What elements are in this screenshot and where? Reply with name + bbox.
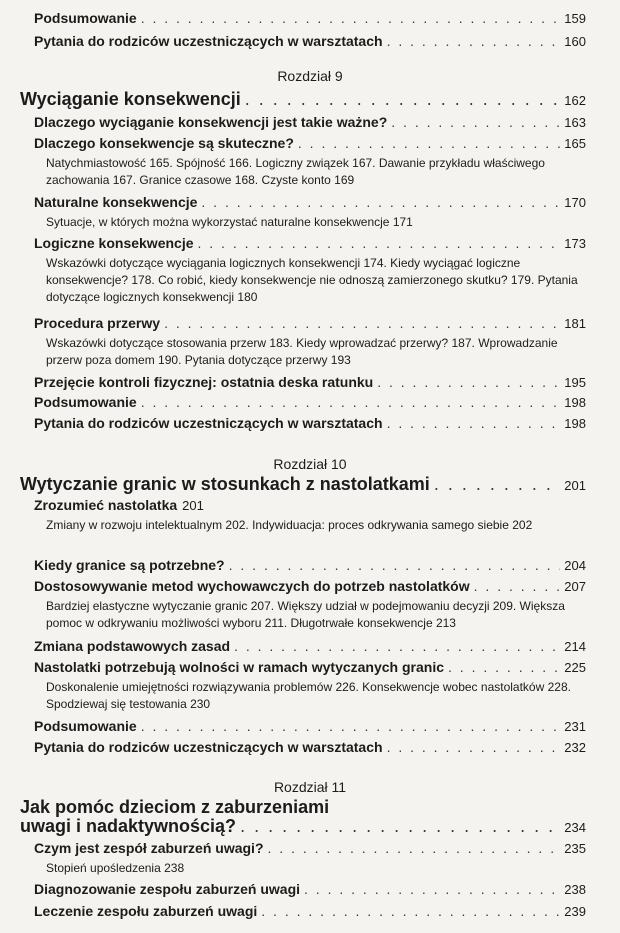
dot-leader (141, 10, 561, 26)
toc-entry[interactable] (34, 840, 586, 856)
entry-title: Procedura przerwy (34, 315, 161, 331)
dot-leader (240, 816, 560, 837)
subtopics: Doskonalenie umiejętności rozwiązywania problemów 226. Konsekwencje wobec nastolatków 228. Spodziewaj się testowania 230 (46, 680, 571, 711)
dot-leader (448, 659, 560, 675)
toc-entry[interactable] (34, 903, 586, 919)
entry-title: Pytania do rodziców uczestniczących w warsztatach (34, 415, 383, 431)
toc-entry[interactable] (34, 374, 586, 390)
subtopics: Sytuacje, w których można wykorzystać naturalne konsekwencje 171 (46, 215, 413, 229)
entry-page: 163 (564, 115, 586, 130)
entry-title: Czym jest zespół zaburzeń uwagi? (34, 840, 264, 856)
entry-page: 198 (564, 416, 586, 431)
dot-leader (434, 474, 560, 495)
entry-title: Podsumowanie (34, 718, 137, 734)
entry-title: Diagnozowanie zespołu zaburzeń uwagi (34, 881, 301, 897)
subtopics: Natychmiastowość 165. Spójność 166. Logiczny związek 167. Dawanie przykładu właściwego zachowania 167. Granice czasowe 168. Czyste konto 169 (46, 156, 545, 187)
entry-page: 201 (182, 498, 204, 513)
chapter-title-entry[interactable] (20, 89, 586, 110)
toc-entry[interactable] (34, 114, 586, 130)
chapter-heading: Rozdział 11 (273, 779, 347, 795)
chapter-title-line (20, 797, 586, 818)
dot-leader (298, 135, 560, 151)
entry-title: Przejęcie kontroli fizycznej: ostatnia deska ratunku (34, 374, 374, 390)
toc-entry[interactable] (34, 739, 586, 755)
entry-title: Dostosowywanie metod wychowawczych do potrzeb nastolatków (34, 578, 470, 594)
entry-page: 235 (564, 841, 586, 856)
dot-leader (387, 415, 561, 431)
dot-leader (474, 578, 561, 594)
entry-page: 160 (564, 34, 586, 49)
entry-title: Podsumowanie (34, 394, 137, 410)
entry-page: 238 (564, 882, 586, 897)
entry-page: 207 (564, 579, 586, 594)
chapter-heading: Rozdział 9 (277, 68, 343, 84)
toc-entry[interactable] (34, 497, 586, 513)
toc-entry[interactable] (34, 33, 586, 49)
entry-title: Pytania do rodziców uczestniczących w warsztatach (34, 33, 383, 49)
dot-leader (387, 33, 561, 49)
dot-leader (198, 235, 561, 251)
toc-entry[interactable] (34, 718, 586, 734)
dot-leader (164, 315, 560, 331)
entry-title: Podsumowanie (34, 10, 137, 26)
entry-title: Nastolatki potrzebują wolności w ramach wytyczanych granic (34, 659, 445, 675)
entry-title: Zrozumieć nastolatka (34, 497, 178, 513)
toc-entry[interactable] (34, 881, 586, 897)
entry-page: 214 (564, 639, 586, 654)
entry-page: 204 (564, 558, 586, 573)
chapter-title-entry[interactable] (20, 474, 586, 495)
dot-leader (391, 114, 560, 130)
entry-page: 173 (564, 236, 586, 251)
entry-title: Dlaczego wyciąganie konsekwencji jest takie ważne? (34, 114, 388, 130)
toc-entry[interactable] (34, 557, 586, 573)
toc-entry[interactable] (34, 578, 586, 594)
subtopics: Zmiany w rozwoju intelektualnym 202. Indywiduacja: proces odkrywania samego siebie 202 (46, 518, 533, 532)
dot-leader (201, 194, 560, 210)
dot-leader (141, 718, 561, 734)
entry-page: 170 (564, 195, 586, 210)
entry-page: 159 (564, 11, 586, 26)
toc-entry[interactable] (34, 315, 586, 331)
toc-entry[interactable] (34, 638, 586, 654)
subtopics: Stopień upośledzenia 238 (46, 861, 185, 875)
subtopics: Bardziej elastyczne wytyczanie granic 207. Większy udział w podejmowaniu decyzji 209. Większa pomoc w odkrywaniu możliwości wyboru 211. Długotrwałe konsekwencje 213 (46, 599, 565, 630)
dot-leader (387, 739, 561, 755)
entry-page: 234 (564, 820, 586, 835)
toc-entry[interactable] (34, 415, 586, 431)
entry-page: 239 (564, 904, 586, 919)
entry-title: Logiczne konsekwencje (34, 235, 194, 251)
entry-page: 198 (564, 395, 586, 410)
dot-leader (234, 638, 560, 654)
dot-leader (377, 374, 560, 390)
dot-leader (229, 557, 561, 573)
chapter-title-entry[interactable] (20, 816, 586, 837)
dot-leader (261, 903, 560, 919)
entry-page: 195 (564, 375, 586, 390)
toc-entry[interactable] (34, 394, 586, 410)
subtopics: Wskazówki dotyczące wyciągania logicznych konsekwencji 174. Kiedy wyciągać logiczne konsekwencje? 178. Co robić, kiedy konsekwencje nie odnoszą zamierzonego skutku? 179. Pytania dotyczące logicznych konsekwencji 180 (46, 256, 578, 304)
toc-entry[interactable] (34, 10, 586, 26)
toc-entry[interactable] (34, 135, 586, 151)
entry-page: 231 (564, 719, 586, 734)
entry-title: Pytania do rodziców uczestniczących w warsztatach (34, 739, 383, 755)
subtopics: Wskazówki dotyczące stosowania przerw 183. Kiedy wprowadzać przerwy? 187. Wprowadzanie przerw poza domem 190. Pytania dotyczące przerwy 193 (46, 336, 558, 367)
entry-title: Dlaczego konsekwencje są skuteczne? (34, 135, 294, 151)
entry-page: 162 (564, 93, 586, 108)
entry-page: 201 (564, 478, 586, 493)
entry-title: Kiedy granice są potrzebne? (34, 557, 225, 573)
dot-leader (268, 840, 561, 856)
toc-entry[interactable] (34, 235, 586, 251)
chapter-title: Jak pomóc dzieciom z zaburzeniami (20, 797, 330, 817)
entry-page: 165 (564, 136, 586, 151)
chapter-heading: Rozdział 10 (273, 456, 347, 472)
chapter-title: uwagi i nadaktywnością? (20, 816, 237, 836)
entry-title: Zmiana podstawowych zasad (34, 638, 231, 654)
entry-title: Naturalne konsekwencje (34, 194, 198, 210)
entry-page: 181 (564, 316, 586, 331)
chapter-title: Wytyczanie granic w stosunkach z nastolatkami (20, 474, 430, 494)
chapter-title: Wyciąganie konsekwencji (20, 89, 241, 109)
toc-entry[interactable] (34, 194, 586, 210)
entry-page: 232 (564, 740, 586, 755)
dot-leader (304, 881, 560, 897)
entry-title: Leczenie zespołu zaburzeń uwagi (34, 903, 258, 919)
entry-page: 225 (564, 660, 586, 675)
dot-leader (245, 89, 561, 110)
toc-entry[interactable] (34, 659, 586, 675)
dot-leader (141, 394, 561, 410)
